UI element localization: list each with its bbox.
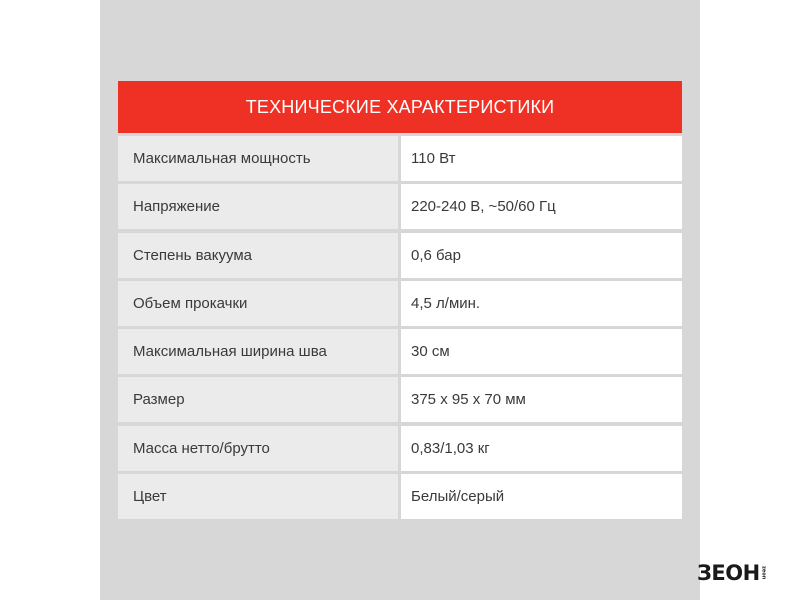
spec-label: Размер xyxy=(118,377,398,422)
table-row xyxy=(118,281,682,326)
logo-subtext: zeon xyxy=(760,566,767,580)
specs-table xyxy=(118,81,682,519)
spec-label: Степень вакуума xyxy=(118,233,398,278)
table-row xyxy=(118,426,682,471)
spec-label: Максимальная ширина шва xyxy=(118,329,398,374)
spec-value: 0,6 бар xyxy=(401,233,682,278)
brand-logo xyxy=(697,561,767,585)
spec-value: 110 Вт xyxy=(401,136,682,181)
spec-label: Объем прокачки xyxy=(118,281,398,326)
spec-value: Белый/серый xyxy=(401,474,682,519)
spec-value: 375 х 95 х 70 мм xyxy=(401,377,682,422)
table-row xyxy=(118,233,682,278)
spec-label: Максимальная мощность xyxy=(118,136,398,181)
spec-value: 4,5 л/мин. xyxy=(401,281,682,326)
table-header: ТЕХНИЧЕСКИЕ ХАРАКТЕРИСТИКИ xyxy=(118,81,682,133)
logo-text: ЗЕОН xyxy=(697,561,760,585)
table-row xyxy=(118,329,682,374)
spec-label: Напряжение xyxy=(118,184,398,229)
table-row xyxy=(118,474,682,519)
table-body xyxy=(118,136,682,519)
spec-label: Масса нетто/брутто xyxy=(118,426,398,471)
spec-value: 220-240 В, ~50/60 Гц xyxy=(401,184,682,229)
spec-value: 30 см xyxy=(401,329,682,374)
spec-value: 0,83/1,03 кг xyxy=(401,426,682,471)
table-row xyxy=(118,184,682,229)
spec-label: Цвет xyxy=(118,474,398,519)
table-row xyxy=(118,377,682,422)
table-row xyxy=(118,136,682,181)
